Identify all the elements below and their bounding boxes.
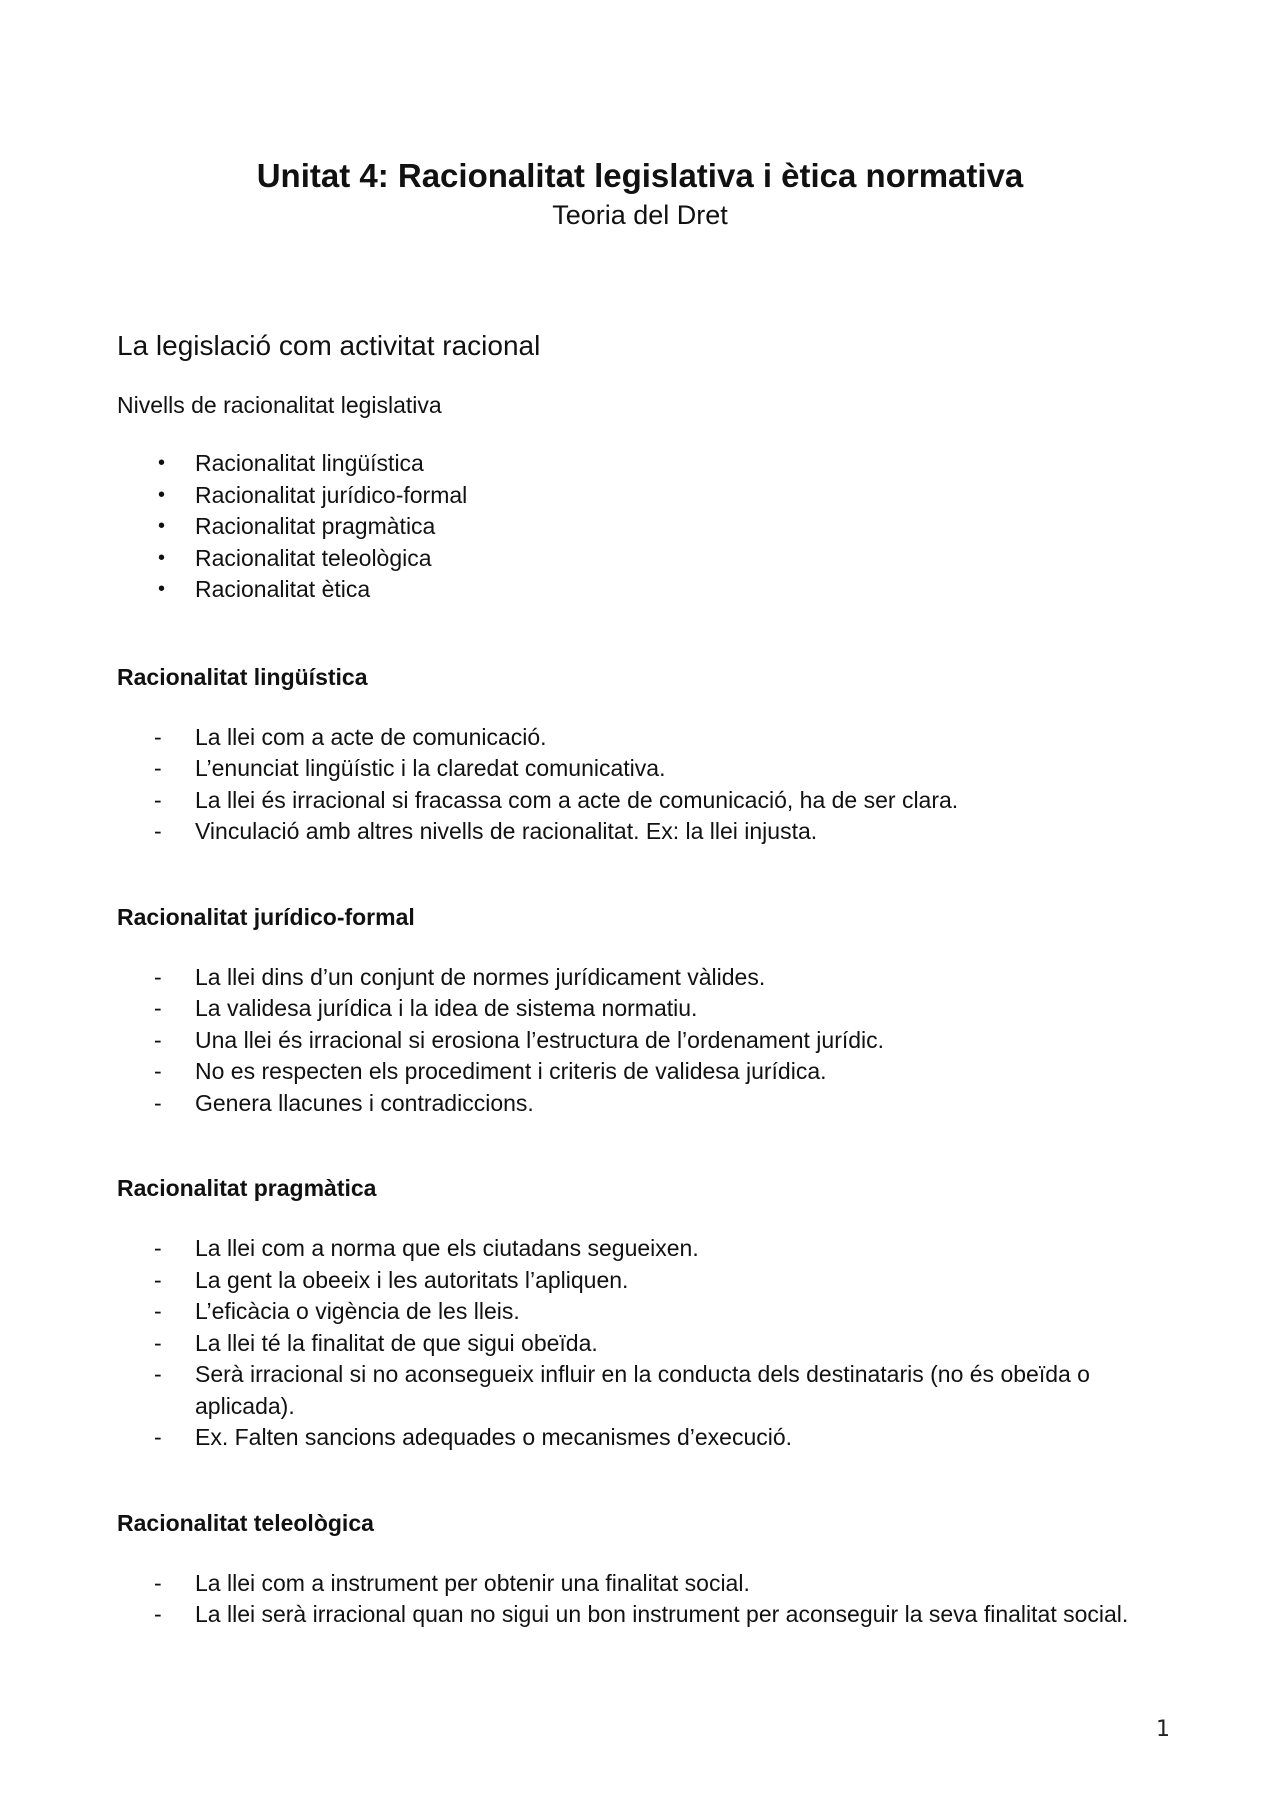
dash-list <box>117 1568 1177 1631</box>
list-item <box>117 1088 1177 1120</box>
list-item-text: L’enunciat lingüístic i la claredat comunicativa. <box>195 755 666 781</box>
list-item-text: Genera llacunes i contradiccions. <box>195 1089 534 1116</box>
list-item <box>117 1328 1177 1360</box>
list-item <box>117 448 1177 480</box>
list-item-text: Vinculació amb altres nivells de racionalitat. Ex: la llei injusta. <box>195 818 818 844</box>
bullet-icon: • <box>158 483 166 506</box>
list-item <box>117 962 1177 994</box>
list-item <box>117 753 1177 785</box>
bullet-icon: • <box>158 578 166 600</box>
list-item-text: Serà irracional si no aconsegueix influir en la conducta dels destinataris (no és obeïda o aplicada). <box>195 1361 1090 1419</box>
list-item-text: La llei com a instrument per obtenir una finalitat social. <box>195 1569 750 1596</box>
dash-icon: - <box>154 755 162 781</box>
subsection-teleologica <box>117 1508 1177 1631</box>
list-item <box>117 1568 1177 1600</box>
list-item <box>117 1599 1177 1631</box>
dash-icon: - <box>154 1266 162 1293</box>
dash-icon: - <box>154 963 162 990</box>
dash-icon: - <box>154 723 162 750</box>
bullet-icon: • <box>158 515 166 537</box>
document-body <box>117 326 1177 1631</box>
intro-text: Nivells de racionalitat legislativa <box>117 392 442 418</box>
list-item <box>117 816 1177 848</box>
list-item-text: La llei com a acte de comunicació. <box>195 723 547 750</box>
dash-icon: - <box>154 1235 162 1261</box>
list-item-text: La llei té la finalitat de que sigui obeïda. <box>195 1329 598 1356</box>
list-item <box>117 1359 1177 1422</box>
list-item-text: Racionalitat lingüística <box>195 450 424 476</box>
list-item <box>117 785 1177 817</box>
list-item-text: Racionalitat pragmàtica <box>195 513 436 539</box>
dash-list <box>117 722 1177 848</box>
list-item <box>117 1422 1177 1454</box>
list-item <box>117 1025 1177 1057</box>
bullet-icon: • <box>158 546 166 569</box>
dash-icon: - <box>154 995 162 1021</box>
dash-icon: - <box>154 1058 162 1084</box>
list-item <box>117 1265 1177 1297</box>
dash-icon: - <box>154 1569 162 1596</box>
list-item <box>117 722 1177 754</box>
dash-icon: - <box>154 1329 162 1356</box>
list-item-text: La validesa jurídica i la idea de sistema normatiu. <box>195 995 698 1021</box>
section-heading: La legislació com activitat racional <box>117 330 541 361</box>
dash-icon: - <box>154 1361 162 1387</box>
subsection-pragmatica <box>117 1173 1177 1454</box>
document-title: Unitat 4: Racionalitat legislativa i ètica normativa <box>256 157 1024 194</box>
dash-icon: - <box>154 1424 162 1450</box>
list-item <box>117 480 1177 512</box>
bullet-icon: • <box>158 452 166 474</box>
document-subtitle: Teoria del Dret <box>552 200 728 230</box>
list-item-text: Racionalitat ètica <box>195 576 371 602</box>
subsection-title: Racionalitat pragmàtica <box>117 1175 377 1201</box>
list-item-text: Ex. Falten sancions adequades o mecanismes d’execució. <box>195 1424 793 1450</box>
levels-list <box>117 448 1177 606</box>
list-item <box>117 1296 1177 1328</box>
list-item-text: La llei serà irracional quan no sigui un bon instrument per aconseguir la seva finalitat social. <box>195 1601 1129 1627</box>
subsection-title: Racionalitat jurídico-formal <box>117 903 415 930</box>
list-item-text: L’eficàcia o vigència de les lleis. <box>195 1298 520 1324</box>
dash-icon: - <box>154 818 162 844</box>
list-item-text: Racionalitat teleològica <box>195 544 432 571</box>
subsection-title: Racionalitat lingüística <box>117 663 368 690</box>
dash-icon: - <box>154 1298 162 1324</box>
dash-icon: - <box>154 786 162 813</box>
list-item-text: Una llei és irracional si erosiona l’estructura de l’ordenament jurídic. <box>195 1026 885 1053</box>
list-item <box>117 511 1177 543</box>
list-item-text: Racionalitat jurídico-formal <box>195 481 468 508</box>
list-item-text: No es respecten els procediment i criteris de validesa jurídica. <box>195 1058 827 1084</box>
list-item-text: La llei com a norma que els ciutadans segueixen. <box>195 1235 699 1261</box>
list-item <box>117 1233 1177 1265</box>
list-item-text: La llei dins d’un conjunt de normes jurídicament vàlides. <box>195 963 766 990</box>
list-item <box>117 543 1177 575</box>
list-item <box>117 1056 1177 1088</box>
list-item <box>117 993 1177 1025</box>
dash-icon: - <box>154 1601 162 1627</box>
subsection-juridico-formal <box>117 902 1177 1120</box>
dash-list <box>117 1233 1177 1454</box>
dash-icon: - <box>154 1026 162 1053</box>
subsection-title: Racionalitat teleològica <box>117 1509 374 1536</box>
list-item-text: La llei és irracional si fracassa com a acte de comunicació, ha de ser clara. <box>195 786 959 813</box>
dash-icon: - <box>154 1089 162 1116</box>
document-header <box>0 154 1280 232</box>
dash-list <box>117 962 1177 1120</box>
page-number: 1 <box>1156 1717 1170 1742</box>
list-item-text: La gent la obeeix i les autoritats l’apliquen. <box>195 1266 629 1293</box>
list-item <box>117 574 1177 606</box>
subsection-linguistica <box>117 662 1177 848</box>
